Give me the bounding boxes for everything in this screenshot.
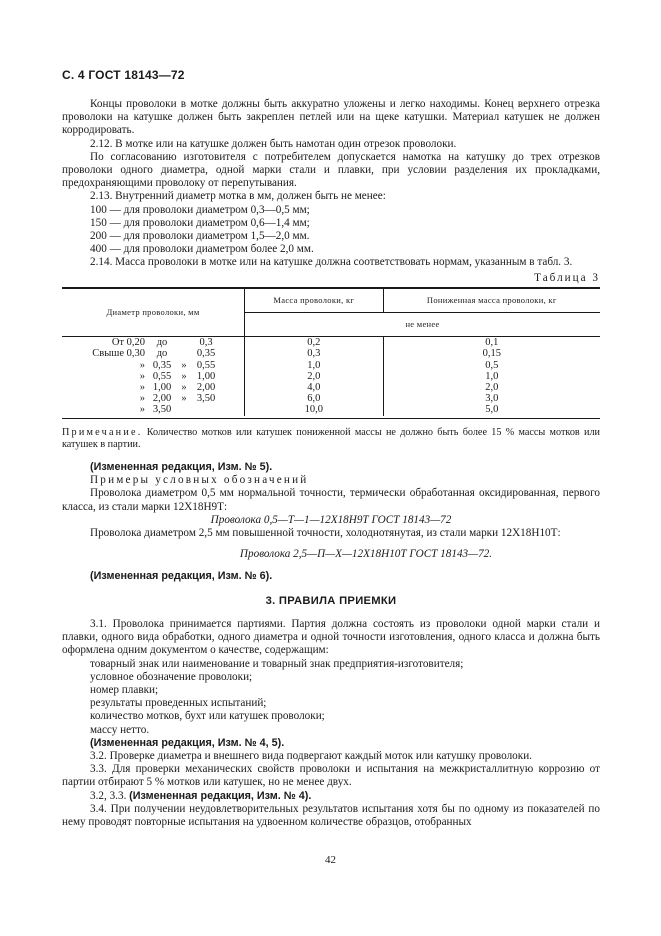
cell-diameter <box>62 348 245 359</box>
cell-mass: 10,0 <box>245 404 384 415</box>
cell-reduced-mass: 2,0 <box>383 382 600 393</box>
cell-diameter <box>62 337 245 349</box>
diameter-part: » <box>181 382 187 394</box>
list-item: условное обозначение проволоки; <box>90 670 253 683</box>
diameter-part: Свыше 0,30 <box>92 348 145 360</box>
list-item: 400 — для проволоки диаметром более 2,0 мм. <box>90 243 314 256</box>
cell-reduced-mass: 1,0 <box>383 371 600 382</box>
edit-note-4-5: (Измененная редакция, Изм. № 4, 5). <box>90 736 285 749</box>
diameter-part: 0,55 <box>152 370 172 382</box>
cell-mass: 0,2 <box>245 337 384 349</box>
diameter-part: » <box>181 393 187 405</box>
mass-table <box>62 287 600 419</box>
paragraph-3-2-3-3 <box>62 790 600 803</box>
edit-note-5: (Измененная редакция, Изм. № 5). <box>90 461 273 474</box>
cell-mass: 0,3 <box>245 348 384 359</box>
paragraph-2-12: 2.12. В мотке или на катушке должен быть намотан один отрезок проволоки. <box>90 137 457 150</box>
examples-title: Примеры условных обозначений <box>90 474 309 487</box>
column-header-reduced-mass: Пониженная масса проволоки, кг <box>383 288 600 313</box>
list-item: результаты проведенных испытаний; <box>90 697 267 710</box>
diameter-part: 0,35 <box>152 359 172 371</box>
diameter-part: 3,50 <box>152 404 172 416</box>
diameter-part: 2,00 <box>152 393 172 405</box>
paragraph-3-1: 3.1. Проволока принимается партиями. Партия должна состоять из проволоки одной марки стали и плавки, одного вида обработки, одного диаметра и одной точности изготовления, одного класса и должна быть оформлена одним документом о качестве, содержащим: <box>62 617 600 657</box>
diameter-part: От 0,20 <box>111 337 145 349</box>
list-item: 150 — для проволоки диаметром 0,6—1,4 мм; <box>90 216 310 229</box>
note-label: Примечание. <box>62 426 143 438</box>
example-1-formula: Проволока 0,5—Т—1—12Х18Н9Т ГОСТ 18143—72 <box>210 513 452 526</box>
paragraph-3-4: 3.4. При получении неудовлетворительных результатов испытания хотя бы по одному из показателей по нему проводят повторные испытания на удвоенном количестве образцов, отобранных <box>62 802 600 828</box>
list-item: 100 — для проволоки диаметром 0,3—0,5 мм; <box>90 203 310 216</box>
cell-diameter <box>62 371 245 382</box>
diameter-part: 0,55 <box>196 359 216 371</box>
example-2-text: Проволока диаметром 2,5 мм повышенной точности, холоднотянутая, из стали марки 12Х18Н10Т: <box>90 527 561 540</box>
cell-reduced-mass: 3,0 <box>383 393 600 404</box>
paragraph-wire-ends: Концы проволоки в мотке должны быть аккуратно уложены и легко находимы. Конец верхнего отрезка проволоки на катушке должен быть закреплен петлей или на щеке катушки. Материал катушек не должен корродировать. <box>62 98 600 137</box>
table-row <box>62 404 600 415</box>
diameter-part: 1,00 <box>196 370 216 382</box>
column-header-mass: Масса проволоки, кг <box>245 288 384 313</box>
paragraph-2-13: 2.13. Внутренний диаметр мотка в мм, должен быть не менее: <box>90 190 386 203</box>
diameter-part: » <box>139 382 145 394</box>
diameter-part: 0,3 <box>199 337 213 349</box>
list-item: номер плавки; <box>90 683 159 696</box>
table-row <box>62 382 600 393</box>
list-item: количество мотков, бухт или катушек проволоки; <box>90 710 325 723</box>
diameter-part: 1,00 <box>152 382 172 394</box>
page-header: С. 4 ГОСТ 18143—72 <box>62 68 185 82</box>
document-body <box>62 98 600 829</box>
diameter-part: » <box>181 370 187 382</box>
diameter-part: » <box>139 393 145 405</box>
paragraph-prefix: 3.2, 3.3. <box>90 789 127 802</box>
column-header-diameter: Диаметр проволоки, мм <box>62 288 245 337</box>
cell-reduced-mass: 5,0 <box>383 404 600 415</box>
cell-reduced-mass: 0,5 <box>383 360 600 371</box>
table-body <box>62 337 600 416</box>
paragraph-3-3: 3.3. Для проверки механических свойств проволоки и испытания на межкристаллитную коррозию от партии отбирают 5 % мотков или катушек, но не менее двух. <box>62 763 600 789</box>
cell-mass: 1,0 <box>245 360 384 371</box>
table-row <box>62 337 600 349</box>
cell-mass: 4,0 <box>245 382 384 393</box>
page-number: 42 <box>325 854 336 866</box>
column-subheader-min: не менее <box>245 313 601 337</box>
edit-note-4: (Измененная редакция, Изм. № 4). <box>129 789 312 802</box>
paragraph-2-14: 2.14. Масса проволоки в мотке или на катушке должна соответствовать нормам, указанным в табл. 3. <box>90 256 573 269</box>
table-row <box>62 393 600 404</box>
cell-diameter <box>62 404 245 415</box>
cell-reduced-mass: 0,1 <box>383 337 600 349</box>
diameter-part: 3,50 <box>196 393 216 405</box>
cell-diameter <box>62 382 245 393</box>
diameter-part: до <box>156 348 168 360</box>
example-1-text: Проволока диаметром 0,5 мм нормальной точности, термически обработанная оксидированная, первого класса, из стали марки 12Х18Н9Т: <box>62 487 600 513</box>
cell-reduced-mass: 0,15 <box>383 348 600 359</box>
table-row <box>62 360 600 371</box>
cell-mass: 2,0 <box>245 371 384 382</box>
example-2-formula: Проволока 2,5—П—Х—12Х18Н10Т ГОСТ 18143—72. <box>239 548 493 561</box>
paragraph-3-2: 3.2. Проверке диаметра и внешнего вида подвергают каждый моток или катушку проволоки. <box>90 749 532 762</box>
diameter-part: » <box>181 359 187 371</box>
diameter-part: » <box>139 359 145 371</box>
list-item: 200 — для проволоки диаметром 1,5—2,0 мм. <box>90 230 310 243</box>
edit-note-6: (Измененная редакция, Изм. № 6). <box>90 569 273 582</box>
cell-diameter <box>62 393 245 404</box>
table-note <box>62 427 600 451</box>
section-3-title: 3. ПРАВИЛА ПРИЕМКИ <box>265 594 397 607</box>
diameter-part: » <box>139 404 145 416</box>
list-item: товарный знак или наименование и товарный знак предприятия-изготовителя; <box>90 657 464 670</box>
diameter-part: до <box>156 337 168 349</box>
note-text: Количество мотков или катушек пониженной массы не должно быть более 15 % массы мотков или катушек в партии. <box>62 426 600 450</box>
list-item: массу нетто. <box>90 723 150 736</box>
table-row <box>62 348 600 359</box>
cell-mass: 6,0 <box>245 393 384 404</box>
cell-diameter <box>62 360 245 371</box>
diameter-part: 0,35 <box>196 348 216 360</box>
paragraph-2-12-agreement: По согласованию изготовителя с потребителем допускается намотка на катушку до трех отрезков проволоки одного диаметра, одной марки стали и плавки, при условии разделения их прокладками, предохраняющими проволоку от перепутывания. <box>62 150 600 190</box>
table-title: Таблица 3 <box>534 271 600 284</box>
table-row <box>62 371 600 382</box>
diameter-part: » <box>139 370 145 382</box>
diameter-part: 2,00 <box>196 382 216 394</box>
